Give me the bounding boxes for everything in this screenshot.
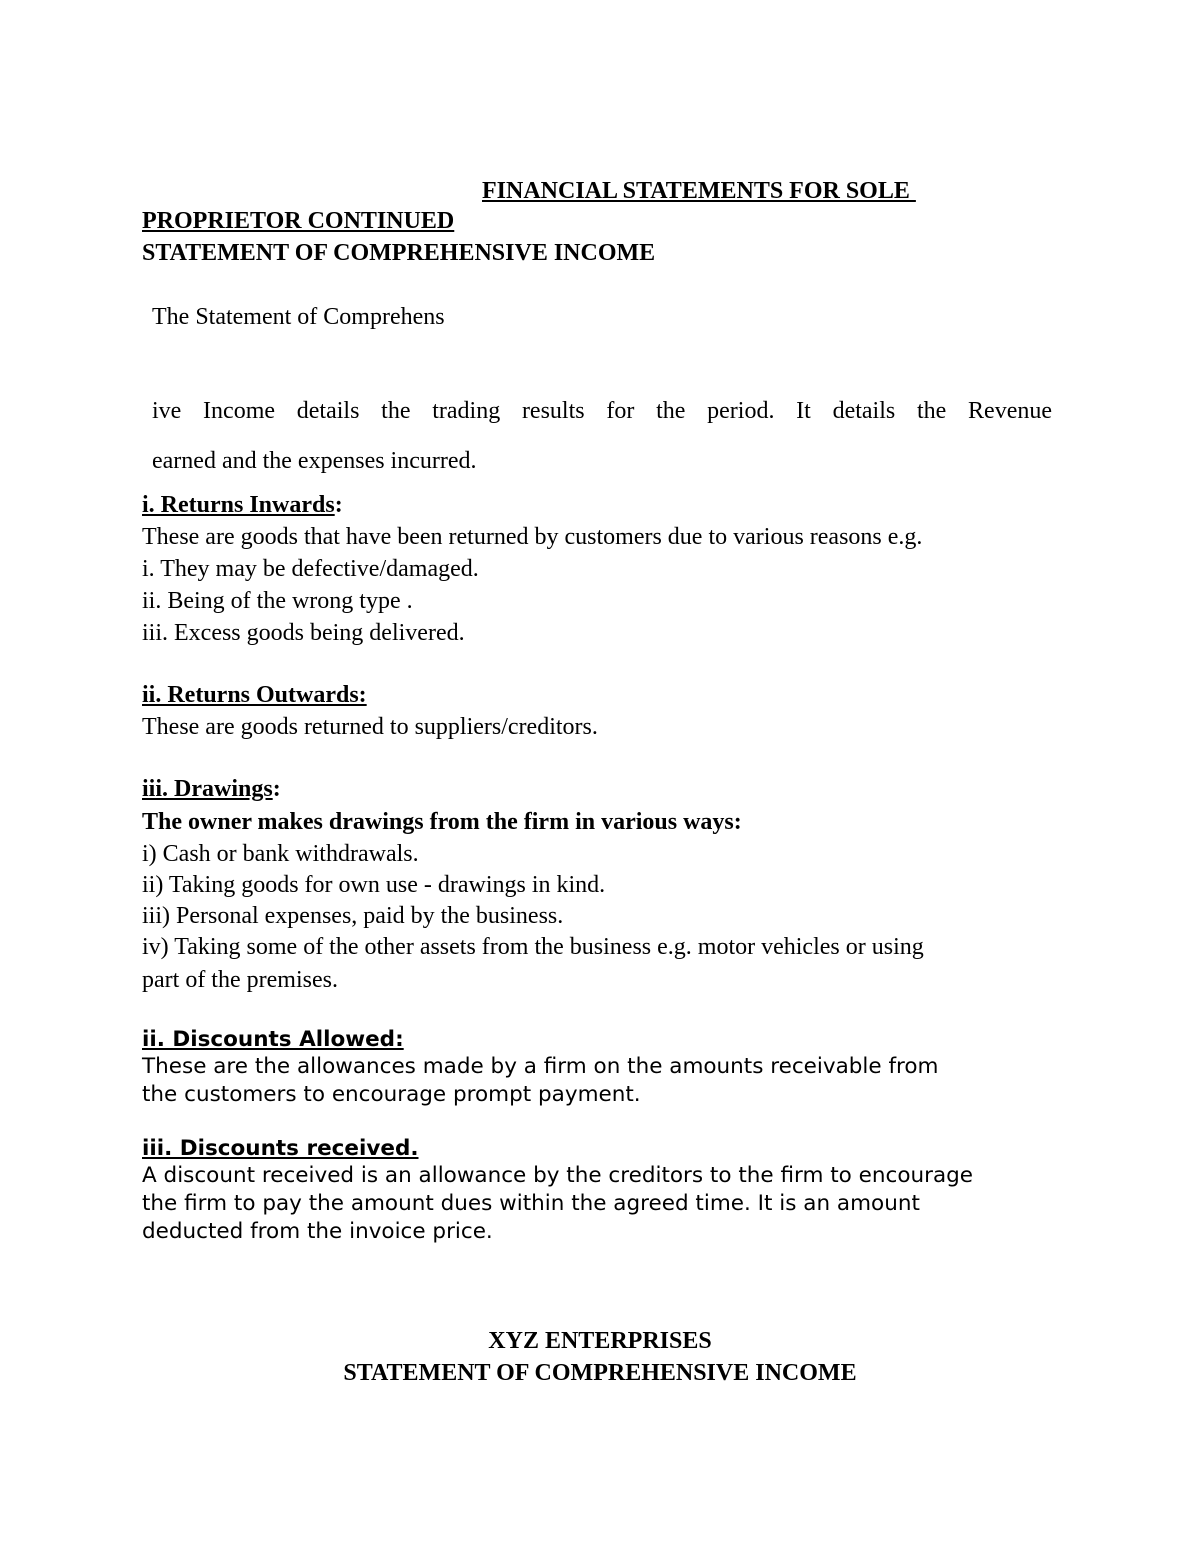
returns-inwards-item: i. They may be defective/damaged. (142, 556, 479, 582)
returns-inwards-item: iii. Excess goods being delivered. (142, 620, 465, 646)
returns-outwards-desc: These are goods returned to suppliers/creditors. (142, 714, 598, 740)
section-title: STATEMENT OF COMPREHENSIVE INCOME (142, 240, 656, 266)
drawings-heading (142, 774, 281, 804)
footer-company: XYZ ENTERPRISES (488, 1328, 712, 1354)
header-line-1-text: FINANCIAL STATEMENTS FOR SOLE (482, 178, 916, 204)
drawings-item: part of the premises. (142, 967, 338, 993)
returns-inwards-heading-text: i. Returns Inwards (142, 492, 335, 518)
discounts-allowed-line: These are the allowances made by a firm on the amounts receivable from (142, 1054, 939, 1079)
drawings-colon: : (272, 776, 281, 802)
drawings-item: iii) Personal expenses, paid by the business. (142, 903, 564, 929)
drawings-item: iv) Taking some of the other assets from the business e.g. motor vehicles or using (142, 934, 924, 960)
drawings-subheading: The owner makes drawings from the firm in various ways: (142, 809, 742, 835)
discounts-received-heading: iii. Discounts received. (142, 1136, 419, 1161)
header-line-2-text: PROPRIETOR CONTINUED (142, 208, 455, 234)
drawings-item: ii) Taking goods for own use - drawings in kind. (142, 872, 606, 898)
discounts-allowed-heading: ii. Discounts Allowed: (142, 1027, 404, 1052)
discounts-received-line: deducted from the invoice price. (142, 1219, 493, 1244)
footer-statement: STATEMENT OF COMPREHENSIVE INCOME (343, 1360, 857, 1386)
discounts-received-line: A discount received is an allowance by the creditors to the firm to encourage (142, 1163, 973, 1188)
header-line-2 (142, 206, 848, 236)
intro-line-2: earned and the expenses incurred. (152, 448, 477, 474)
returns-inwards-item: ii. Being of the wrong type . (142, 588, 413, 614)
intro-fragment: The Statement of Comprehens (152, 304, 445, 330)
drawings-item: i) Cash or bank withdrawals. (142, 841, 419, 867)
returns-inwards-colon: : (334, 492, 343, 518)
discounts-allowed-line: the customers to encourage prompt payment. (142, 1082, 641, 1107)
returns-inwards-heading (142, 490, 343, 520)
discounts-received-line: the firm to pay the amount dues within the agreed time. It is an amount (142, 1191, 920, 1216)
returns-inwards-desc: These are goods that have been returned by customers due to various reasons e.g. (142, 524, 923, 550)
drawings-heading-text: iii. Drawings (142, 776, 273, 802)
returns-outwards-heading: ii. Returns Outwards: (142, 682, 367, 708)
intro-line-1: ive Income details the trading results for the period. It details the Revenue (152, 398, 1052, 424)
header-line-1 (142, 176, 988, 206)
